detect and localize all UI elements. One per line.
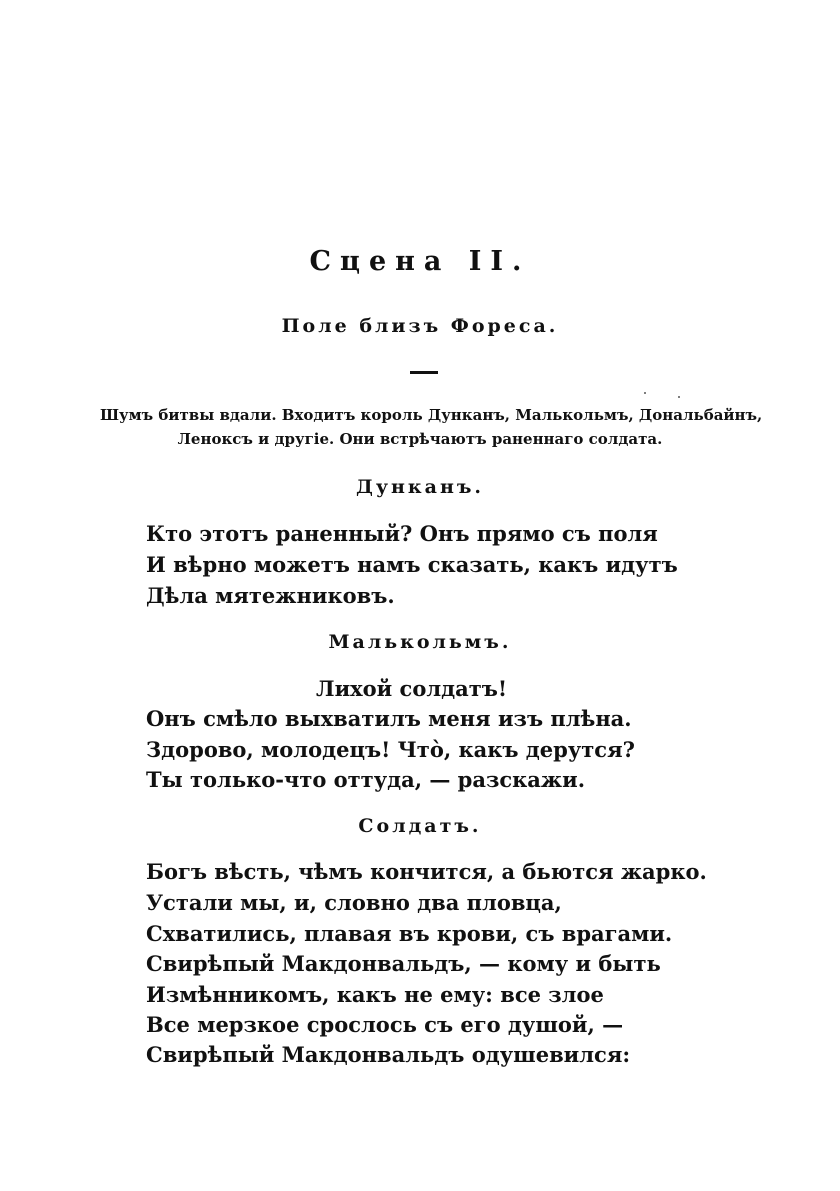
speaker-name: Дунканъ. xyxy=(355,476,485,498)
verse-line: И вѣрно можетъ намъ сказать, какъ идутъ xyxy=(146,552,678,577)
verse-line: Измѣнникомъ, какъ не ему: все злое xyxy=(146,982,604,1007)
print-speck xyxy=(678,396,680,398)
verse-line: Устали мы, и, словно два пловца, xyxy=(146,890,562,915)
verse-line: Схватились, плавая въ крови, съ врагами. xyxy=(146,921,673,946)
verse-line: Ты только-что оттуда, — разскажи. xyxy=(146,767,586,792)
verse-line: Богъ вѣсть, чѣмъ кончится, а бьются жарко. xyxy=(146,859,707,884)
speaker-name: Малькольмъ. xyxy=(328,631,512,653)
verse-line: Кто этотъ раненный? Онъ прямо съ поля xyxy=(146,521,658,546)
verse-line: Здорово, молодецъ! Что̀, какъ дерутся? xyxy=(146,737,635,762)
verse-line: Свирѣпый Макдонвальдъ одушевился: xyxy=(146,1042,631,1067)
verse-line: Лихой солдатъ! xyxy=(316,676,508,701)
speaker-name: Солдатъ. xyxy=(358,815,482,837)
scene-place: Поле близъ Фореса. xyxy=(281,315,559,337)
verse-line: Все мерзкое срослось съ его душой, — xyxy=(146,1012,624,1037)
stage-direction-line: Шумъ битвы вдали. Входитъ король Дунканъ, Малькольмъ, Дональбайнъ, xyxy=(100,406,763,424)
verse-line: Свирѣпый Макдонвальдъ, — кому и быть xyxy=(146,951,661,976)
verse-line: Дѣла мятежниковъ. xyxy=(146,583,395,608)
print-speck xyxy=(644,392,646,394)
verse-line: Онъ смѣло выхватилъ меня изъ плѣна. xyxy=(146,706,632,731)
stage-direction-line: Леноксъ и другіе. Они встрѣчаютъ раненнаго солдата. xyxy=(177,430,663,448)
section-rule xyxy=(410,371,438,374)
scene-title: Сцена II. xyxy=(309,246,531,277)
